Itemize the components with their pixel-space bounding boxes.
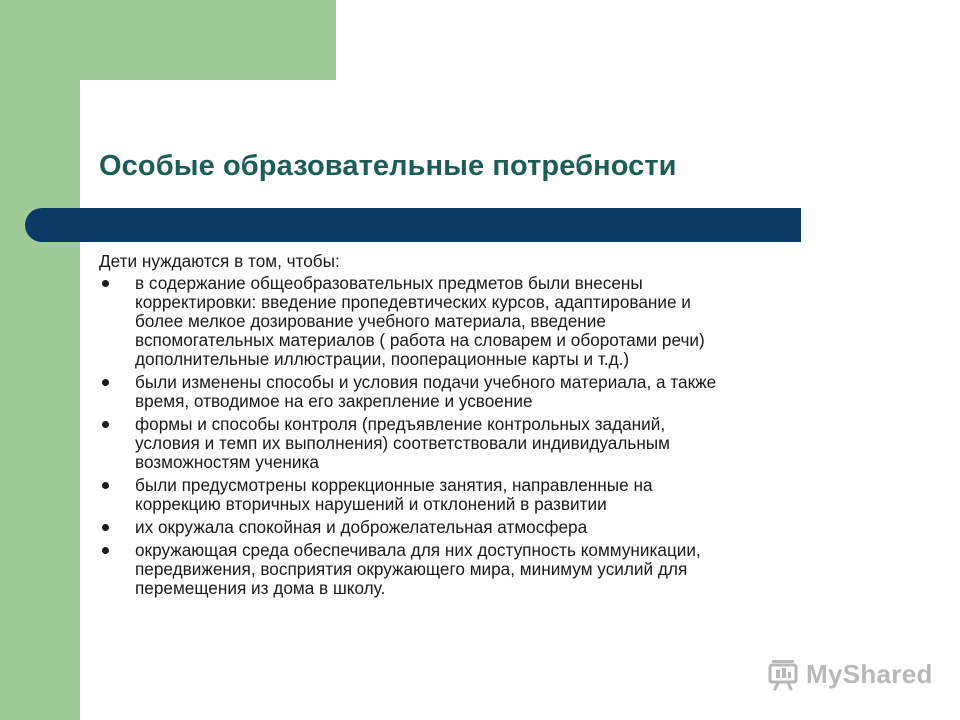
bullet-line: коррекцию вторичных нарушений и отклонений в развитии [135,494,607,514]
bullet-dot-icon [102,421,109,428]
bullet-line: передвижения, восприятия окружающего мира, минимум усилий для [135,559,688,579]
bullet-line: условия и темп их выполнения) соответствовали индивидуальным [135,433,670,453]
bullet-item [99,415,899,472]
bullet-dot-icon [102,524,109,531]
bullet-item [99,476,899,514]
bullet-line: дополнительные иллюстрации, пооперационные карты и т.д.) [135,349,630,369]
bullet-dot-icon [102,379,109,386]
bullet-item [99,373,899,411]
intro-text: Дети нуждаются в том, чтобы: [99,251,340,271]
bullet-line: окружающая среда обеспечивала для них доступность коммуникации, [135,540,701,560]
bullet-line: были изменены способы и условия подачи учебного материала, а также [135,372,717,392]
slide-title: Особые образовательные потребности [99,150,677,182]
top-green-band [0,0,336,80]
presentation-board-icon [766,657,800,691]
bullet-line: вспомогательных материалов ( работа на словарем и оборотами речи) [135,330,705,350]
bullet-item [99,518,899,537]
bullet-line: время, отводимое на его закрепление и усвоение [135,391,533,411]
bullet-item [99,541,899,598]
bullet-dot-icon [102,547,109,554]
bullet-line: корректировки: введение пропедевтических курсов, адаптирование и [135,292,691,312]
myshared-watermark [766,656,933,692]
bullet-line: были предусмотрены коррекционные занятия, направленные на [135,475,653,495]
bullet-line: возможностям ученика [135,452,319,472]
bullet-line: более мелкое дозирование учебного материала, введение [135,311,606,331]
slide-body [99,252,899,602]
bullet-line: формы и способы контроля (предъявление контрольных заданий, [135,414,666,434]
title-underline-bar [25,208,801,242]
left-green-band [0,0,80,720]
bullet-dot-icon [102,280,109,287]
bullet-list [99,274,899,598]
bullet-line: в содержание общеобразовательных предметов были внесены [135,273,643,293]
bullet-line: их окружала спокойная и доброжелательная атмосфера [135,517,588,537]
bullet-line: перемещения из дома в школу. [135,578,386,598]
bullet-item [99,274,899,369]
watermark-text: MyShared [806,658,933,689]
bullet-dot-icon [102,482,109,489]
